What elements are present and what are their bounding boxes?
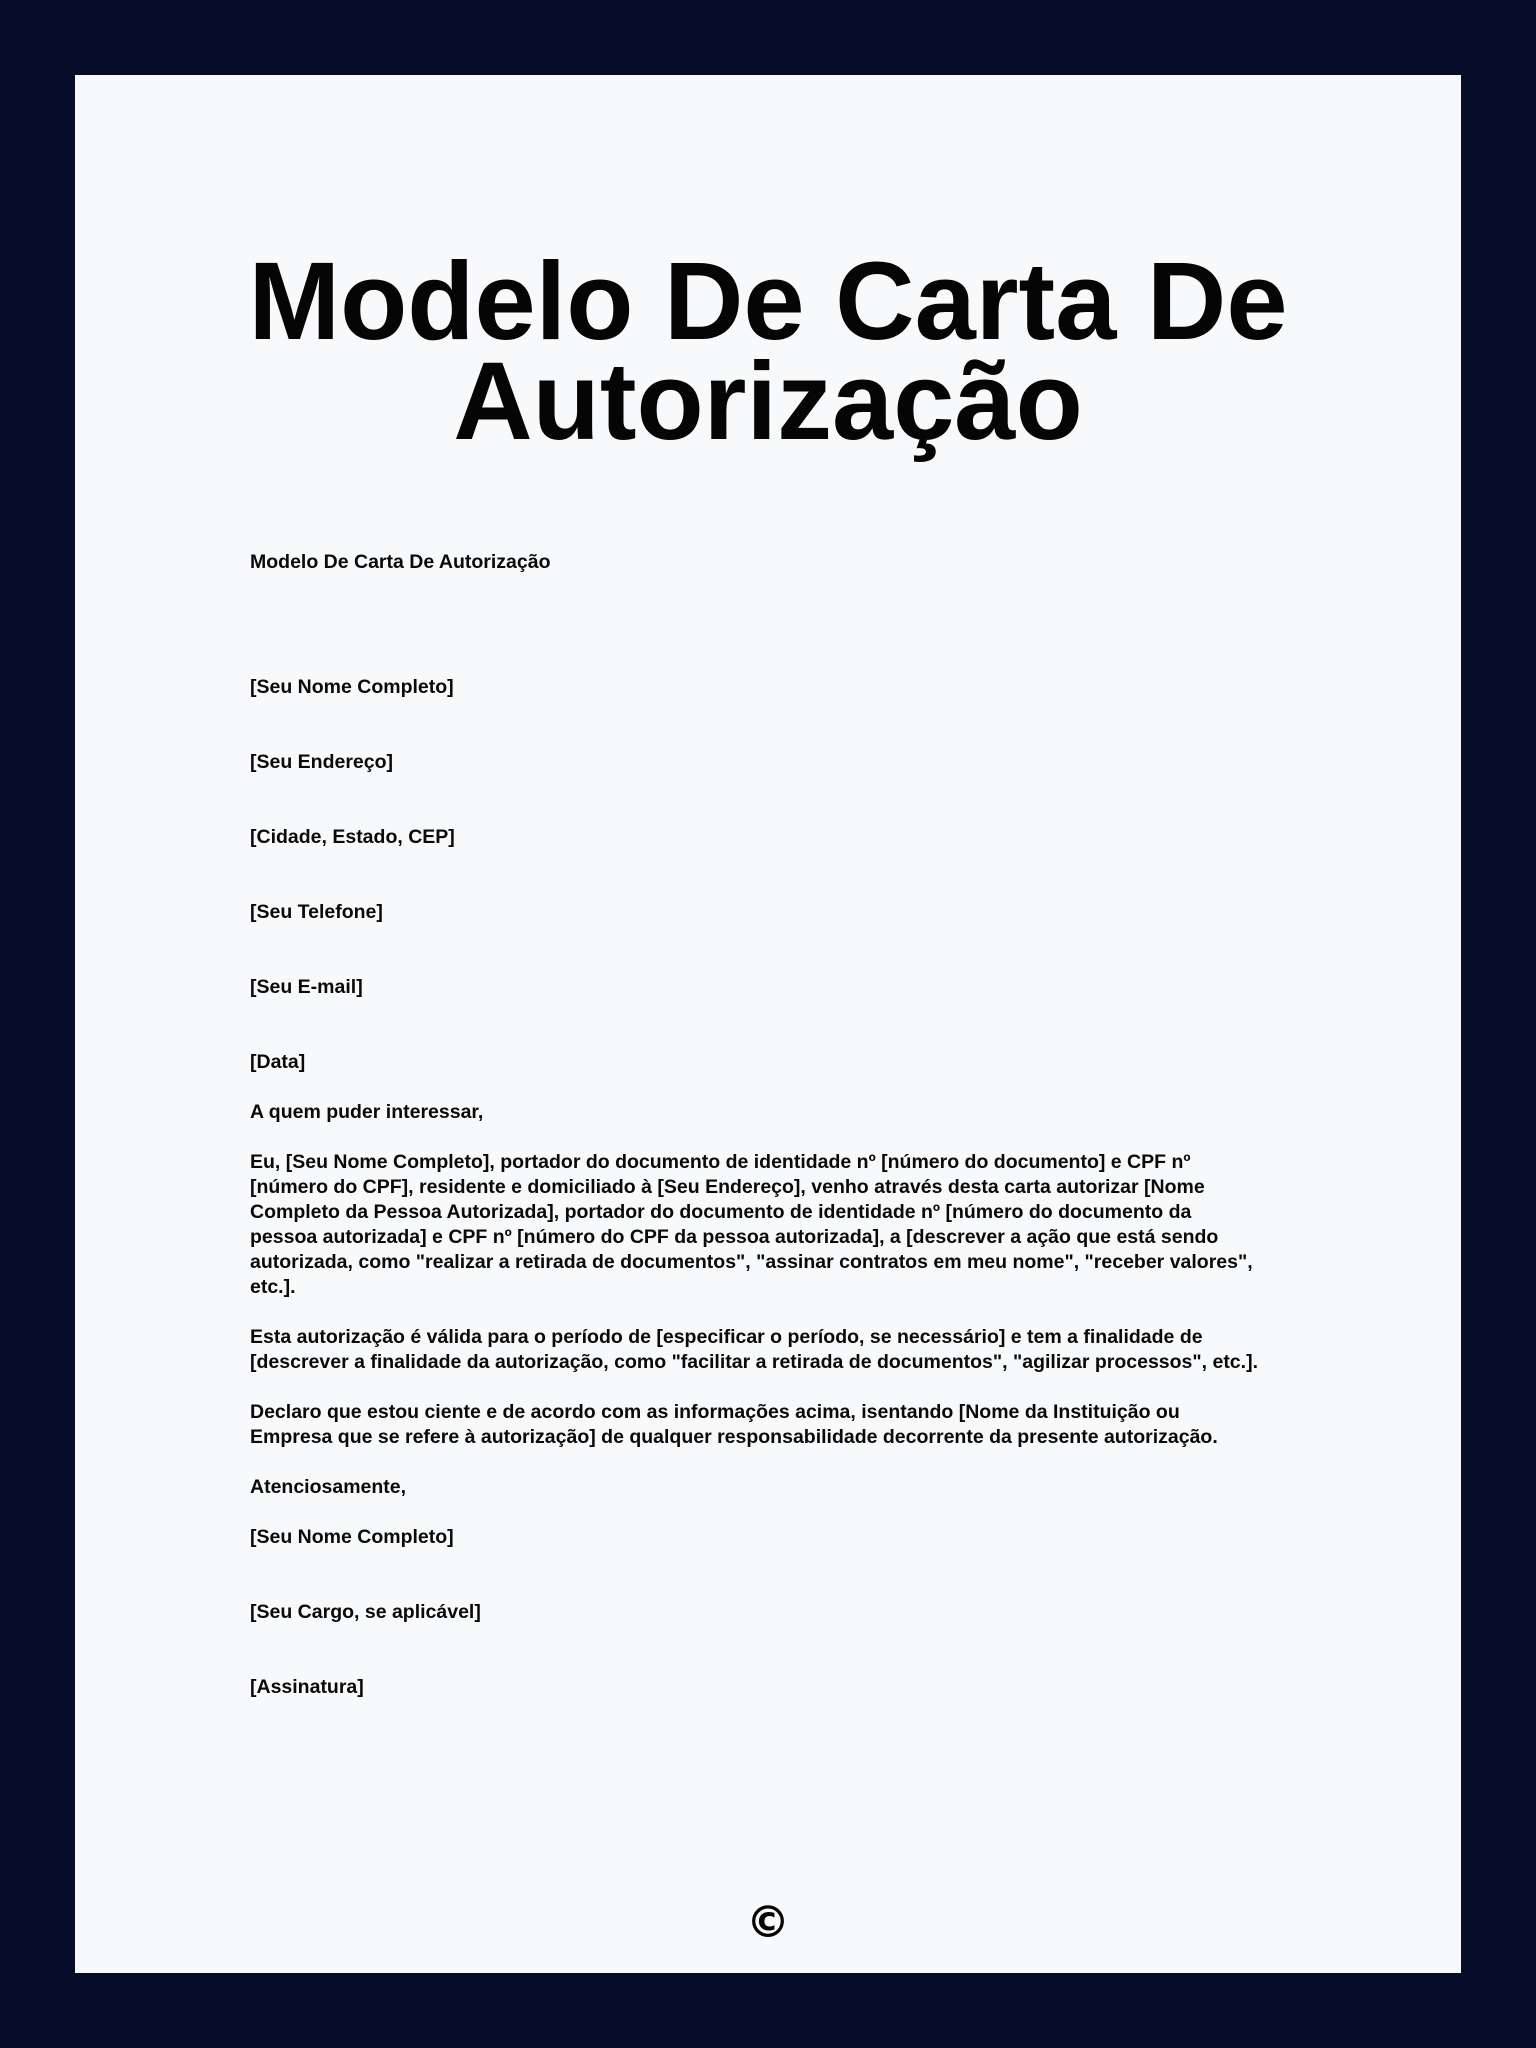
salutation: A quem puder interessar, (250, 1101, 484, 1123)
document-title: Modelo De Carta De Autorização (248, 240, 1288, 463)
sender-name: [Seu Nome Completo] (250, 676, 454, 698)
body-paragraph: Eu, [Seu Nome Completo], portador do documento de identidade nº [número do documento] e CPF nº [número do CPF], residente e domiciliado à [Seu Endereço], venho através desta carta autorizar [Nome Completo da Pessoa Autorizada], portador do documento de identidade nº [número do documento da pessoa autorizada] e CPF nº [número do CPF da pessoa autorizada], a [descrever a ação que está sendo autorizada, como "realizar a retirada de documentos", "assinar contratos em meu nome", "receber valores", etc.]. (250, 1151, 1253, 1298)
sender-email: [Seu E-mail] (250, 976, 363, 998)
sender-city: [Cidade, Estado, CEP] (250, 826, 455, 848)
letter-body (250, 550, 1260, 1700)
document-page (75, 75, 1461, 1973)
letter-subtitle: Modelo De Carta De Autorização (250, 551, 551, 573)
body-paragraph: Esta autorização é válida para o período de [especificar o período, se necessário] e tem a finalidade de [descrever a finalidade da autorização, como "facilitar a retirada de documentos", "agilizar processos", etc.]. (250, 1326, 1258, 1373)
signature-position: [Seu Cargo, se aplicável] (250, 1601, 481, 1623)
sender-phone: [Seu Telefone] (250, 901, 383, 923)
body-paragraph: Declaro que estou ciente e de acordo com as informações acima, isentando [Nome da Instituição ou Empresa que se refere à autorização] de qualquer responsabilidade decorrente da presente autorização. (250, 1401, 1218, 1448)
letter-date: [Data] (250, 1051, 306, 1073)
closing: Atenciosamente, (250, 1476, 407, 1498)
signature-name: [Seu Nome Completo] (250, 1526, 454, 1548)
sender-address: [Seu Endereço] (250, 751, 394, 773)
copyright-icon: © (746, 1897, 790, 1948)
signature-line: [Assinatura] (250, 1676, 364, 1698)
